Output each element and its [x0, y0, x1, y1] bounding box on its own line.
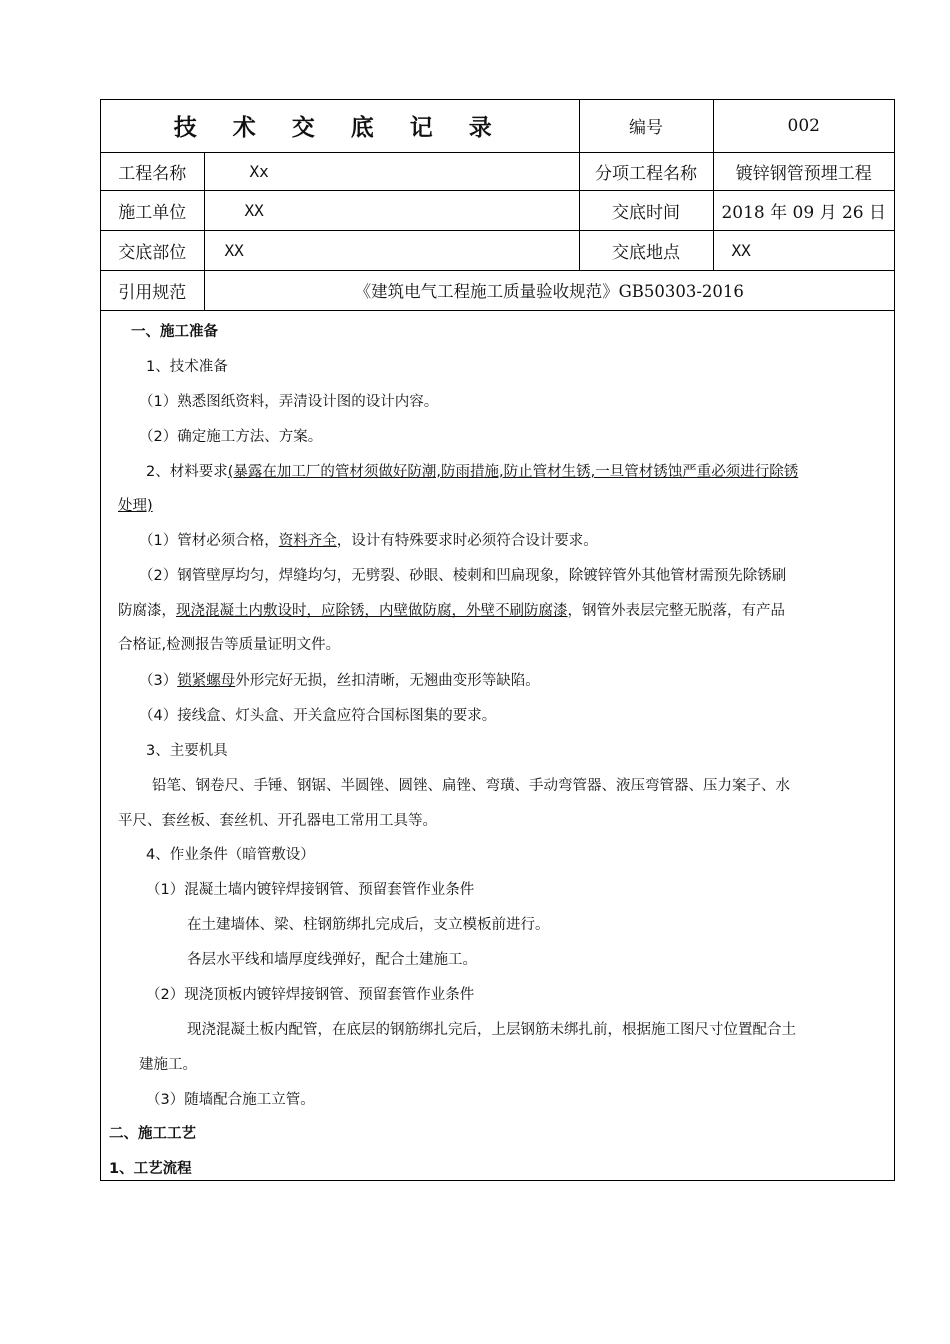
construction-unit-label: 施工单位 [101, 190, 204, 230]
handover-part-value: XX [204, 230, 579, 270]
number-label: 编号 [579, 100, 713, 152]
paragraph: （2）现浇顶板内镀锌焊接钢管、预留套管作业条件 [146, 987, 475, 1003]
subheading: 4、作业条件（暗管敷设） [146, 847, 315, 863]
standard-value: 《建筑电气工程施工质量验收规范》GB50303-2016 [204, 270, 894, 310]
text-span: （1）管材必须合格， [139, 533, 279, 549]
paragraph [118, 599, 785, 620]
paragraph: （1）熟悉图纸资料，弄清设计图的设计内容。 [139, 394, 439, 410]
construction-unit-value: XX [204, 190, 579, 230]
paragraph: （4）接线盒、灯头盒、开关盒应符合国标图集的要求。 [139, 708, 497, 724]
paragraph [139, 669, 540, 690]
paragraph: 建施工。 [139, 1057, 197, 1073]
paragraph: 铅笔、钢卷尺、手锤、钢锯、半圆锉、圆锉、扁锉、弯璜、手动弯管器、液压弯管器、压力案子、水 [152, 778, 790, 794]
text-span: ，设计有特殊要求时必须符合设计要求。 [336, 533, 598, 549]
project-name-label: 工程名称 [101, 152, 204, 190]
paragraph: 在土建墙体、梁、柱钢筋绑扎完成后，支立模板前进行。 [187, 917, 550, 933]
header-table [101, 100, 894, 311]
underlined-text: 锁紧螺母 [177, 673, 236, 689]
text-span: 防腐漆， [118, 603, 176, 619]
underlined-text: 处理) [118, 498, 153, 514]
paragraph: 平尺、套丝板、套丝机、开孔器电工常用工具等。 [118, 813, 437, 829]
subheading: 1、技术准备 [146, 359, 228, 375]
document-frame [100, 99, 895, 1181]
sub-project-value: 镀锌钢管预埋工程 [713, 152, 894, 190]
paragraph [139, 529, 598, 550]
standard-label: 引用规范 [101, 270, 204, 310]
underlined-text: 资料齐全 [278, 533, 337, 549]
paragraph: 各层水平线和墙厚度线弹好，配合土建施工。 [187, 952, 477, 968]
handover-place-label: 交底地点 [579, 230, 713, 270]
paragraph: （2）钢管壁厚均匀，焊缝均匀，无劈裂、砂眼、棱刺和凹扁现象，除镀锌管外其他管材需预先除锈刷 [139, 568, 787, 584]
sub-project-label: 分项工程名称 [579, 152, 713, 190]
subheading: 1、工艺流程 [109, 1161, 192, 1177]
subheading: 2、材料要求 [146, 464, 228, 480]
paragraph: 合格证,检测报告等质量证明文件。 [118, 637, 341, 653]
handover-part-label: 交底部位 [101, 230, 204, 270]
subheading: 3、主要机具 [146, 743, 228, 759]
handover-time-label: 交底时间 [579, 190, 713, 230]
paragraph: （1）混凝土墙内镀锌焊接钢管、预留套管作业条件 [146, 882, 475, 898]
handover-time-value: 2018 年 09 月 26 日 [713, 190, 894, 230]
paragraph [146, 460, 798, 481]
handover-place-value: XX [713, 230, 894, 270]
project-name-value: Xx [204, 152, 579, 190]
paragraph: （2）确定施工方法、方案。 [139, 429, 323, 445]
section-heading: 一、施工准备 [131, 324, 218, 340]
underlined-text: (暴露在加工厂的管材须做好防潮,防雨措施,防止管材生锈,一旦管材锈蚀严重必须进行除锈 [227, 464, 799, 480]
text-span: （3） [139, 673, 178, 689]
paragraph: 现浇混凝土板内配管，在底层的钢筋绑扎完后，上层钢筋未绑扎前，根据施工图尺寸位置配合土 [187, 1022, 796, 1038]
underlined-text: 现浇混凝土内敷设时，应除锈，内壁做防腐，外壁不刷防腐漆 [176, 603, 568, 619]
section-heading: 二、施工工艺 [109, 1126, 196, 1142]
text-span: 外形完好无损，丝扣清晰，无翘曲变形等缺陷。 [235, 673, 540, 689]
document-title: 技 术 交 底 记 录 [101, 100, 579, 152]
number-value: 002 [713, 100, 894, 152]
paragraph: （3）随墙配合施工立管。 [146, 1092, 315, 1108]
text-span: ，钢管外表层完整无脱落，有产品 [567, 603, 785, 619]
